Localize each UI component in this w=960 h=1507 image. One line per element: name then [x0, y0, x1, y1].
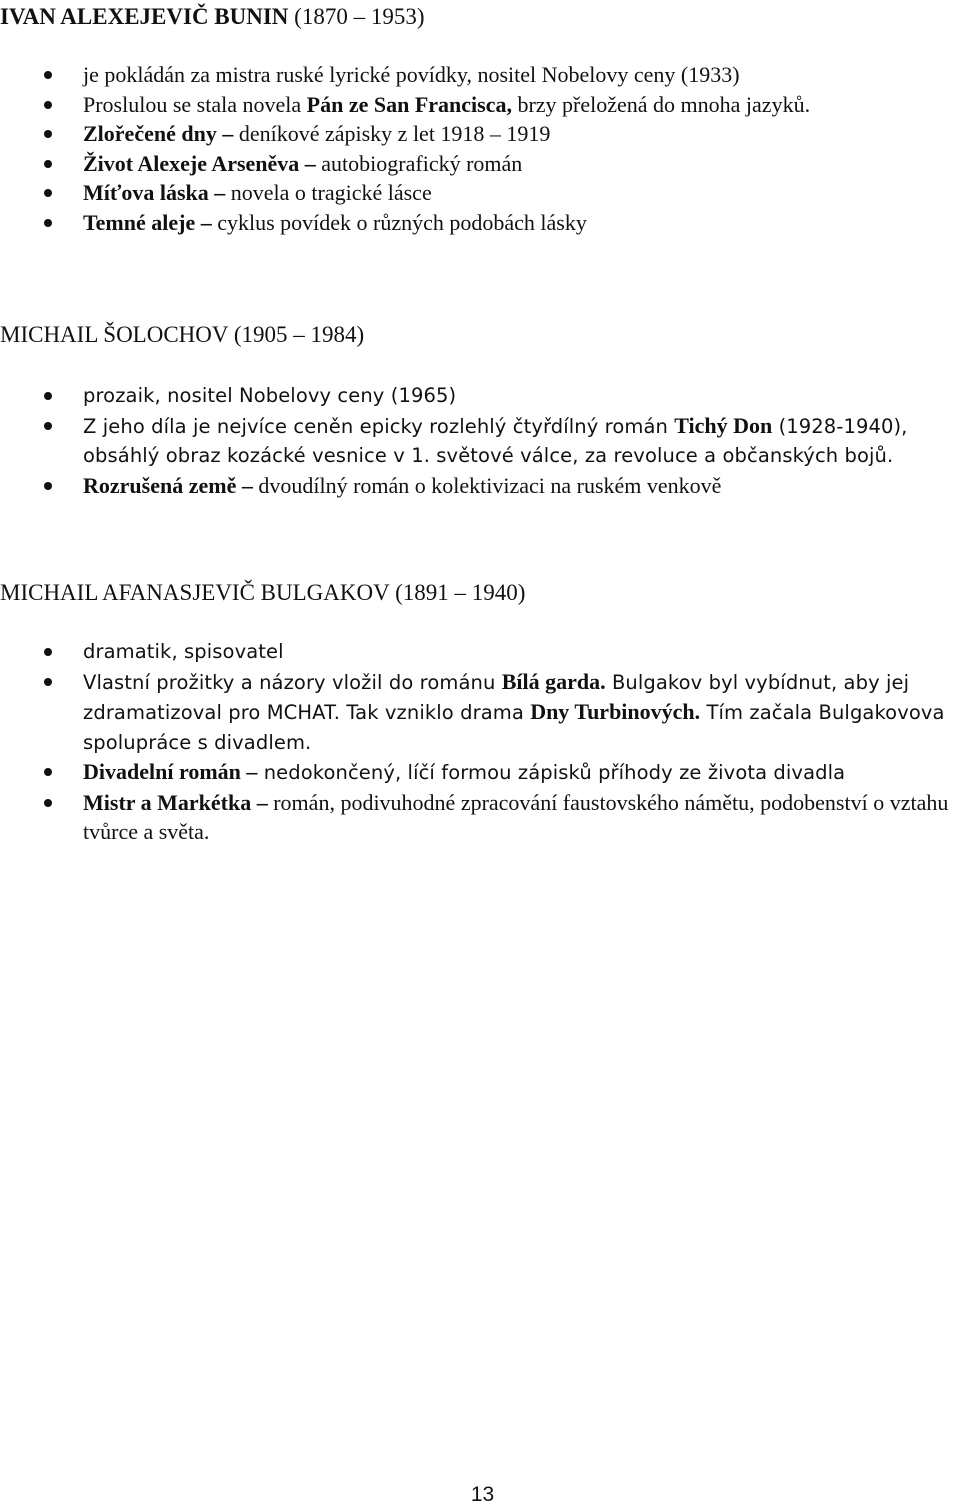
- list-item: je pokládán za mistra ruské lyrické povídky, nositel Nobelovy ceny (1933): [0, 60, 960, 90]
- bullet-list: [0, 637, 960, 847]
- author-name: MICHAIL ŠOLOCHOV: [0, 322, 229, 347]
- list-item: Mistr a Markétka – román, podivuhodné zpracování faustovského námětu, podobenství o vztahu tvůrce a světa.: [0, 788, 960, 847]
- bullet-icon: [44, 71, 52, 79]
- bullet-icon: [44, 130, 52, 138]
- bullet-icon: [44, 678, 52, 686]
- bullet-icon: [44, 160, 52, 168]
- bullet-icon: [44, 422, 52, 430]
- list-item: Život Alexeje Arseněva – autobiografický román: [0, 149, 960, 179]
- author-name: MICHAIL AFANASJEVIČ BULGAKOV: [0, 580, 390, 605]
- bullet-icon: [44, 189, 52, 197]
- author-years: (1870 – 1953): [294, 4, 425, 29]
- section-bulgakov: [0, 578, 960, 847]
- page-number: 13: [470, 1483, 495, 1506]
- bullet-list: [0, 60, 960, 237]
- bullet-icon: [44, 392, 52, 400]
- list-item: Rozrušená země – dvoudílný román o kolektivizaci na ruském venkově: [0, 471, 960, 501]
- list-item: dramatik, spisovatel: [0, 637, 960, 667]
- section-solochov: [0, 320, 960, 500]
- bullet-list: [0, 381, 960, 500]
- bullet-icon: [44, 648, 52, 656]
- list-item: Zlořečené dny – deníkové zápisky z let 1918 – 1919: [0, 119, 960, 149]
- bullet-icon: [44, 482, 52, 490]
- list-item: prozaik, nositel Nobelovy ceny (1965): [0, 381, 960, 411]
- author-heading: [0, 320, 960, 350]
- list-item: Proslulou se stala novela Pán ze San Francisca, brzy přeložená do mnoha jazyků.: [0, 90, 960, 120]
- list-item: Z jeho díla je nejvíce ceněn epicky rozlehlý čtyřdílný román Tichý Don (1928-1940), obsáhlý obraz kozácké vesnice v 1. světové válce, za revoluce a občanských bojů.: [0, 411, 960, 471]
- list-item: Vlastní prožitky a názory vložil do románu Bílá garda. Bulgakov byl vybídnut, aby jej zdramatizoval pro MCHAT. Tak vzniklo drama Dny Turbinových. Tím začala Bulgakovova spolupráce s divadlem.: [0, 667, 960, 758]
- author-years: (1891 – 1940): [395, 580, 526, 605]
- section-bunin: [0, 2, 960, 237]
- bullet-icon: [44, 101, 52, 109]
- list-item: Temné aleje – cyklus povídek o různých podobách lásky: [0, 208, 960, 238]
- bullet-icon: [44, 219, 52, 227]
- list-item: Míťova láska – novela o tragické lásce: [0, 178, 960, 208]
- bullet-icon: [44, 799, 52, 807]
- author-years: (1905 – 1984): [233, 322, 365, 347]
- bullet-icon: [44, 768, 52, 776]
- author-name: IVAN ALEXEJEVIČ BUNIN: [0, 4, 289, 29]
- list-item: Divadelní román – nedokončený, líčí formou zápisků příhody ze života divadla: [0, 757, 960, 788]
- author-heading: [0, 2, 960, 32]
- author-heading: [0, 578, 960, 608]
